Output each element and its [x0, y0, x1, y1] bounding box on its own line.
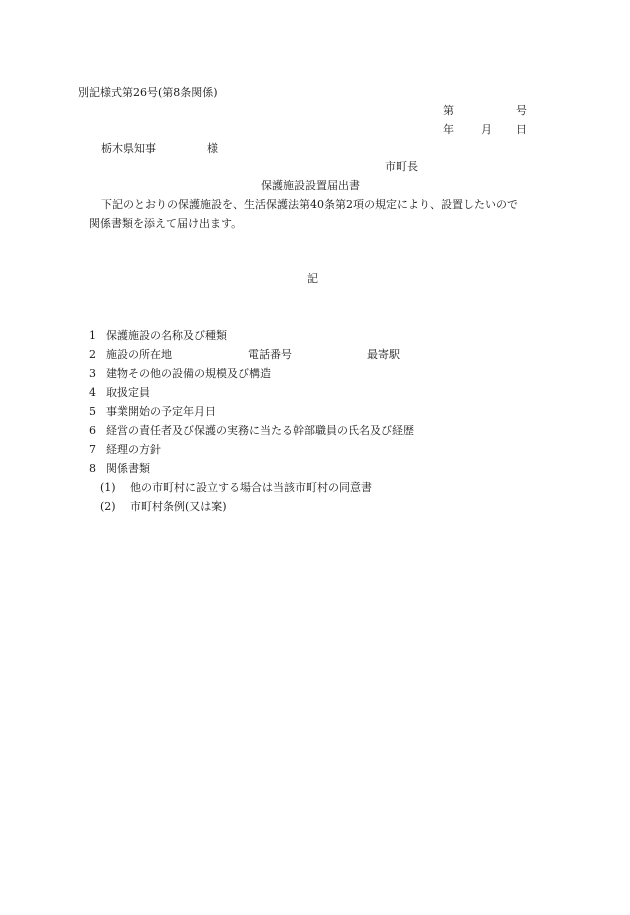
item-text: 事業開始の予定年月日 [106, 405, 216, 418]
item-station-label: 最寄駅 [367, 348, 400, 361]
item-text: 保護施設の名称及び種類 [106, 329, 227, 342]
item-text: 施設の所在地 [106, 348, 172, 361]
number-suffix: 号 [516, 104, 527, 117]
item-number: 3 [89, 367, 96, 380]
item-phone-label: 電話番号 [248, 348, 292, 361]
body-line-2: 関係書類を添えて届け出ます。 [89, 217, 243, 230]
date-day: 日 [516, 123, 527, 136]
sender-title: 市町長 [385, 160, 418, 173]
item-number: 2 [89, 348, 96, 361]
document-title: 保護施設設置届出書 [261, 179, 360, 192]
date-month: 月 [481, 123, 492, 136]
item-number: 6 [89, 424, 96, 437]
item-number: 5 [89, 405, 96, 418]
addressee-name: 栃木県知事 [101, 142, 156, 155]
subitem-number: (1) [100, 481, 116, 494]
item-text: 経営の責任者及び保護の実務に当たる幹部職員の氏名及び経歴 [106, 424, 414, 437]
item-number: 4 [89, 386, 96, 399]
addressee-honorific: 様 [207, 142, 218, 155]
ki-heading: 記 [307, 272, 318, 285]
number-prefix: 第 [443, 104, 454, 117]
item-number: 7 [89, 443, 96, 456]
body-line-1: 下記のとおりの保護施設を、生活保護法第40条第2項の規定により、設置したいので [101, 198, 518, 211]
subitem-number: (2) [100, 500, 116, 513]
item-number: 8 [89, 462, 96, 475]
item-text: 建物その他の設備の規模及び構造 [106, 367, 271, 380]
form-label: 別記様式第26号(第8条関係) [78, 86, 218, 99]
item-text: 取扱定員 [106, 386, 150, 399]
item-text: 関係書類 [106, 462, 150, 475]
date-year: 年 [443, 123, 454, 136]
subitem-text: 市町村条例(又は案) [130, 500, 227, 513]
item-text: 経理の方針 [106, 443, 161, 456]
subitem-text: 他の市町村に設立する場合は当該市町村の同意書 [130, 481, 372, 494]
item-number: 1 [89, 329, 96, 342]
